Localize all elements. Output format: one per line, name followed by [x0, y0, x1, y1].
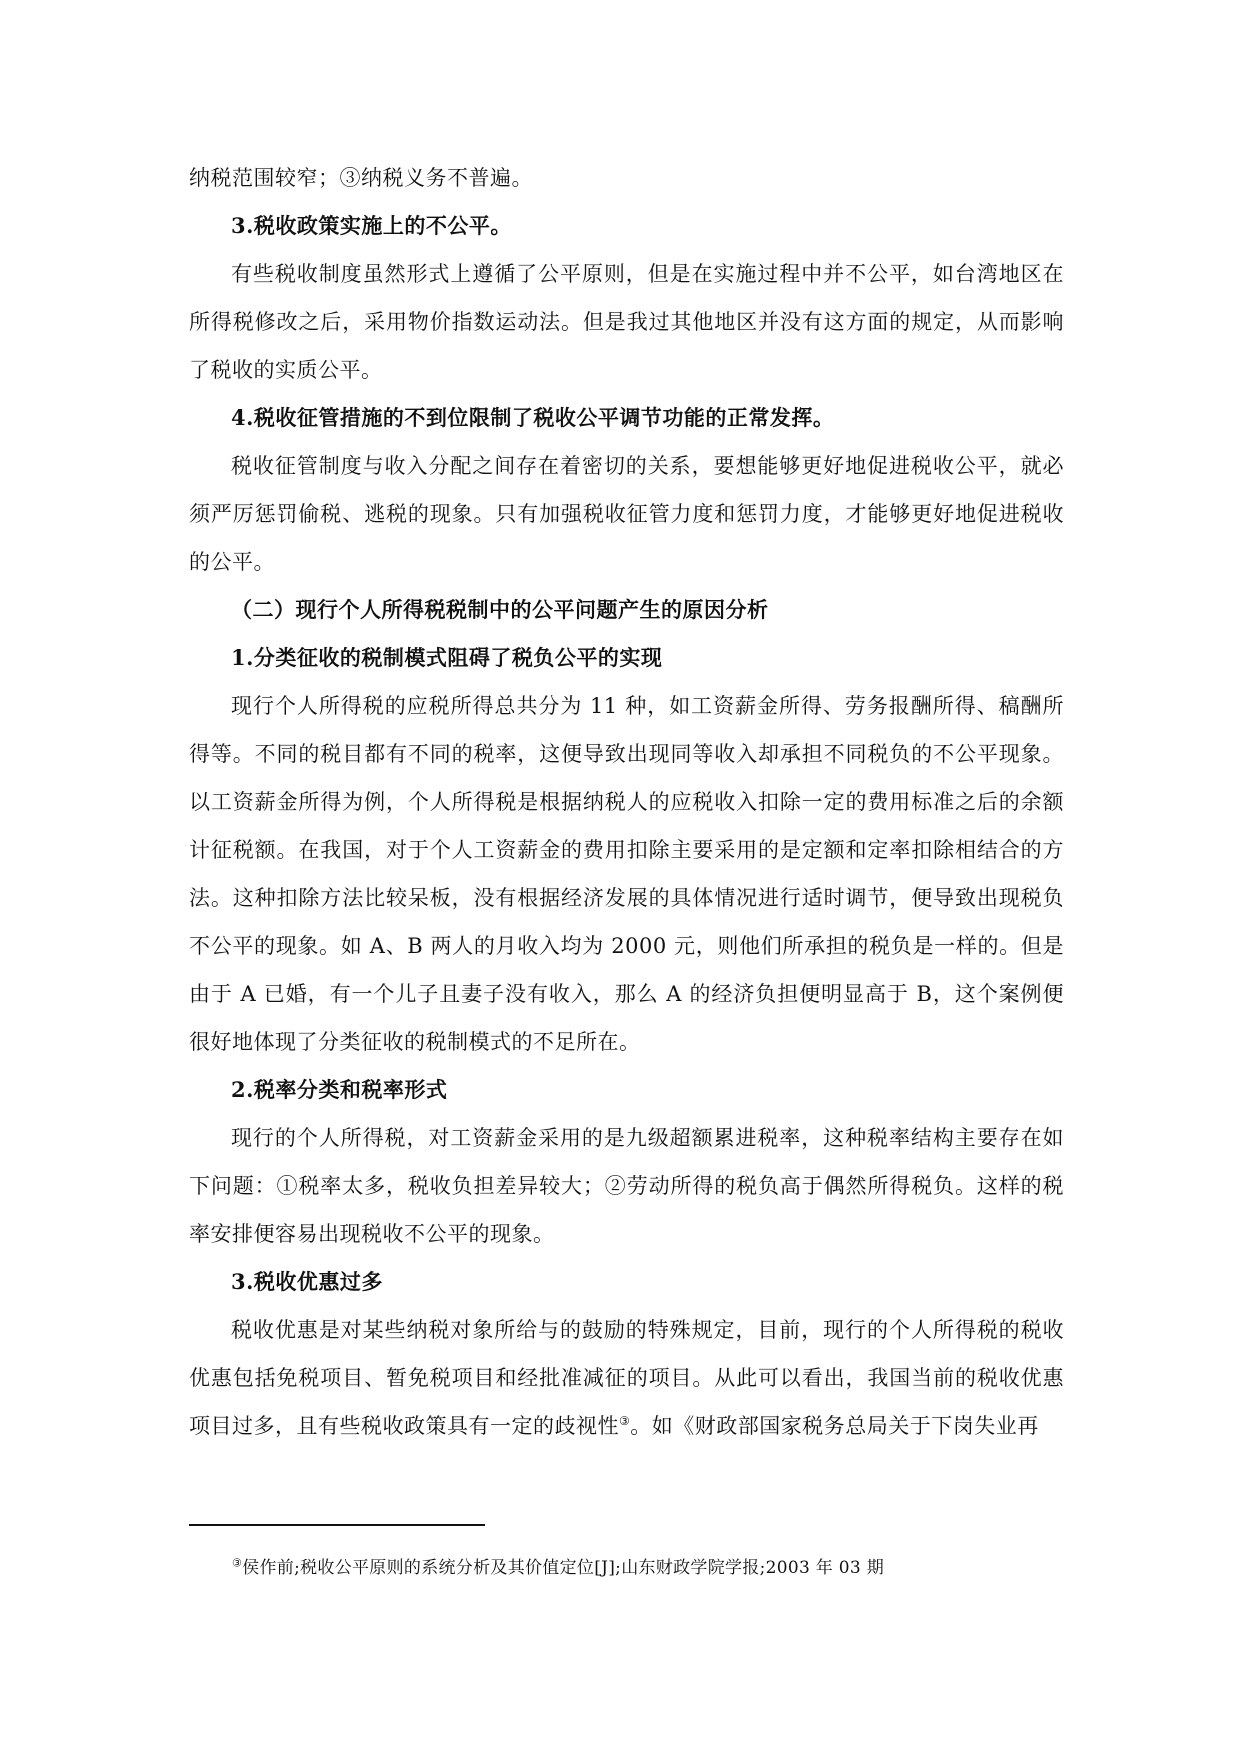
paragraph-tax-rate: 现行的个人所得税，对工资薪金采用的是九级超额累进税率，这种税率结构主要存在如下问题：①税率太多，税收负担差异较大；②劳动所得的税负高于偶然所得税负。这样的税率安排便容易出现税收不公平的现象。: [189, 1126, 1064, 1246]
paragraph-policy-unfairness: 有些税收制度虽然形式上遵循了公平原则，但是在实施过程中并不公平，如台湾地区在所得税修改之后，采用物价指数运动法。但是我过其他地区并没有这方面的规定，从而影响了税收的实质公平。: [189, 262, 1064, 382]
paragraph-tax-preferences-tail: 。如《财政部国家税务总局关于下岗失业再: [630, 1414, 1039, 1438]
footnote: [232, 1554, 884, 1582]
heading-tax-rate: 2.税率分类和税率形式: [231, 1077, 448, 1102]
heading-collection-measures: 4.税收征管措施的不到位限制了税收公平调节功能的正常发挥。: [231, 405, 835, 430]
footnote-mark: ③: [232, 1556, 243, 1570]
footnote-separator: [189, 1524, 485, 1526]
paragraph-classified-model: 现行个人所得税的应税所得总共分为 11 种，如工资薪金所得、劳务报酬所得、稿酬所得等。不同的税目都有不同的税率，这便导致出现同等收入却承担不同税负的不公平现象。以工资薪金所得为例，个人所得税是根据纳税人的应税收入扣除一定的费用标准之后的余额计征税额。在我国，对于个人工资薪金的费用扣除主要采用的是定额和定率扣除相结合的方法。这种扣除方法比较呆板，没有根据经济发展的具体情况进行适时调节，便导致出现税负不公平的现象。如 A、B 两人的月收入均为 2000 元，则他们所承担的税负是一样的。但是由于 A 已婚，有一个儿子且妻子没有收入，那么 A 的经济负担便明显高于 B，这个案例便很好地体现了分类征收的税制模式的不足所在。: [189, 694, 1064, 1054]
heading-classified-model: 1.分类征收的税制模式阻碍了税负公平的实现: [231, 645, 663, 670]
heading-policy-unfairness: 3.税收政策实施上的不公平。: [231, 213, 512, 238]
paragraph-tax-preferences-text: 税收优惠是对某些纳税对象所给与的鼓励的特殊规定，目前，现行的个人所得税的税收优惠包括免税项目、暂免税项目和经批准减征的项目。从此可以看出，我国当前的税收优惠项目过多，且有些税收政策具有一定的歧视性: [189, 1318, 1064, 1438]
paragraph-continued: 纳税范围较窄；③纳税义务不普遍。: [189, 166, 533, 190]
footnote-text: 侯作前;税收公平原则的系统分析及其价值定位[J];山东财政学院学报;2003 年 03 期: [242, 1558, 885, 1578]
paragraph-tax-preferences: [189, 1306, 1064, 1450]
paragraph-collection-measures: 税收征管制度与收入分配之间存在着密切的关系，要想能够更好地促进税收公平，就必须严厉惩罚偷税、逃税的现象。只有加强税收征管力度和惩罚力度，才能够更好地促进税收的公平。: [189, 454, 1064, 574]
footnote-reference-mark[interactable]: ③: [619, 1414, 631, 1428]
section-heading-cause-analysis: （二）现行个人所得税税制中的公平问题产生的原因分析: [231, 597, 769, 622]
heading-tax-preferences: 3.税收优惠过多: [231, 1269, 383, 1294]
